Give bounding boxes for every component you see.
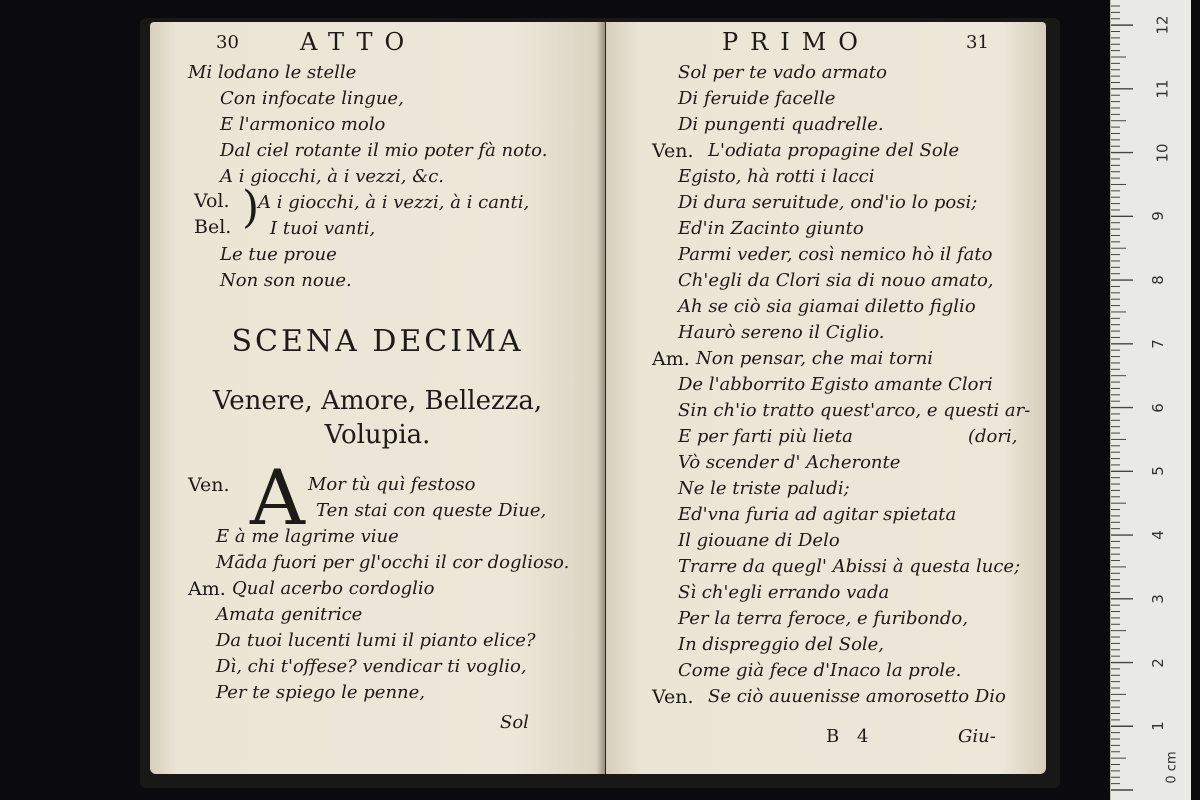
speaker-label: Bel. xyxy=(194,216,232,238)
right-page xyxy=(606,22,1046,774)
verse-line: Sì ch'egli errando vada xyxy=(678,582,890,603)
verse-line: Ne le triste paludi; xyxy=(678,478,850,499)
characters-line-2: Volupia. xyxy=(324,420,431,450)
speaker-label: Am. xyxy=(652,348,690,370)
scene-title: SCENA DECIMA xyxy=(231,324,524,359)
ruler-number: 9 xyxy=(1148,211,1167,222)
verse-line: Se ciò auuenisse amorosetto Dio xyxy=(708,686,1006,707)
speaker-label: Ven. xyxy=(188,474,230,496)
verse-line: Di pungenti quadrelle. xyxy=(678,114,884,135)
speaker-label: Ven. xyxy=(652,140,694,162)
verse-line: E l'armonico molo xyxy=(220,114,386,135)
verse-line: Amata genitrice xyxy=(216,604,363,625)
drop-capital: A xyxy=(250,453,305,542)
verse-line: Māda fuori per gl'occhi il cor doglioso. xyxy=(216,552,570,573)
verse-line: Non son noue. xyxy=(220,270,352,291)
ruler-number: 2 xyxy=(1148,657,1167,668)
ruler-number: 11 xyxy=(1153,79,1172,99)
verse-line: Per te spiego le penne, xyxy=(216,682,426,703)
verse-line: A i giocchi, à i vezzi, &c. xyxy=(220,166,445,187)
speaker-label: Vol. xyxy=(194,190,230,212)
catchword: Giu- xyxy=(958,726,996,747)
signature-mark: B 4 xyxy=(826,726,875,747)
verse-line: Per la terra feroce, e furibondo, xyxy=(678,608,968,629)
page-number: 30 xyxy=(216,32,239,53)
verse-line: E à me lagrime viue xyxy=(216,526,399,547)
ruler-unit-label: 0 cm xyxy=(1164,751,1180,784)
ruler-ticks xyxy=(1111,0,1191,800)
verse-line: Il giouane di Delo xyxy=(678,530,840,551)
verse-line: (dori, xyxy=(968,426,1018,447)
verse-line: Trarre da quegl' Abissi à questa luce; xyxy=(678,556,1021,577)
verse-line: Parmi veder, così nemico hò il fato xyxy=(678,244,993,265)
page-number: 31 xyxy=(966,32,989,53)
verse-line: Non pensar, che mai torni xyxy=(696,348,934,369)
ruler-number: 12 xyxy=(1153,15,1172,35)
ruler-number: 1 xyxy=(1148,721,1167,732)
verse-line: Come già fece d'Inaco la prole. xyxy=(678,660,962,681)
verse-line: Dì, chi t'offese? vendicar ti voglio, xyxy=(216,656,527,677)
verse-line: Mor tù quì festoso xyxy=(308,474,476,495)
ruler-number: 5 xyxy=(1148,466,1167,477)
verse-line: Sin ch'io tratto quest'arco, e questi ar- xyxy=(678,400,1031,421)
verse-line: Qual acerbo cordoglio xyxy=(232,578,435,599)
verse-line: Vò scender d' Acheronte xyxy=(678,452,901,473)
running-header: ATTO xyxy=(300,28,417,56)
verse-line: Di feruide facelle xyxy=(678,88,836,109)
verse-line: Di dura seruitude, ond'io lo posi; xyxy=(678,192,978,213)
ruler-number: 3 xyxy=(1148,593,1167,604)
speaker-label: Am. xyxy=(188,578,226,600)
characters-line-1: Venere, Amore, Bellezza, xyxy=(212,386,543,416)
ruler-number: 7 xyxy=(1148,339,1167,349)
verse-line: L'odiata propagine del Sole xyxy=(708,140,960,161)
speaker-label: Ven. xyxy=(652,686,694,708)
verse-line: Ten stai con queste Diue, xyxy=(316,500,547,521)
ruler-number: 6 xyxy=(1148,402,1167,413)
verse-line: Sol per te vado armato xyxy=(678,62,887,83)
verse-line: I tuoi vanti, xyxy=(270,218,376,239)
ruler-number: 4 xyxy=(1148,530,1167,540)
verse-line: Egisto, hà rotti i lacci xyxy=(678,166,875,187)
verse-line: Da tuoi lucenti lumi il pianto elice? xyxy=(216,630,536,651)
verse-line: Mi lodano le stelle xyxy=(188,62,357,83)
left-page xyxy=(150,22,605,774)
verse-line: Dal ciel rotante il mio poter fà noto. xyxy=(220,140,548,161)
verse-line: Haurò sereno il Ciglio. xyxy=(678,322,885,343)
verse-line: Con infocate lingue, xyxy=(220,88,404,109)
verse-line: De l'abborrito Egisto amante Clori xyxy=(678,374,993,395)
verse-line: Ch'egli da Clori sia di nouo amato, xyxy=(678,270,994,291)
verse-line: Ed'vna furia ad agitar spietata xyxy=(678,504,957,525)
measuring-ruler xyxy=(1110,0,1191,800)
running-header: PRIMO xyxy=(722,28,870,56)
brace-mark: ) xyxy=(242,182,260,233)
ruler-number: 8 xyxy=(1148,275,1167,285)
ruler-number: 10 xyxy=(1153,143,1172,163)
verse-line: Ah se ciò sia giamai diletto figlio xyxy=(678,296,976,317)
verse-line: Ed'in Zacinto giunto xyxy=(678,218,864,239)
verse-line: In dispreggio del Sole, xyxy=(678,634,885,655)
verse-line: Le tue proue xyxy=(220,244,337,265)
catchword: Sol xyxy=(500,712,529,733)
verse-line: A i giocchi, à i vezzi, à i canti, xyxy=(258,192,530,213)
verse-line: E per farti più lieta xyxy=(678,426,853,447)
